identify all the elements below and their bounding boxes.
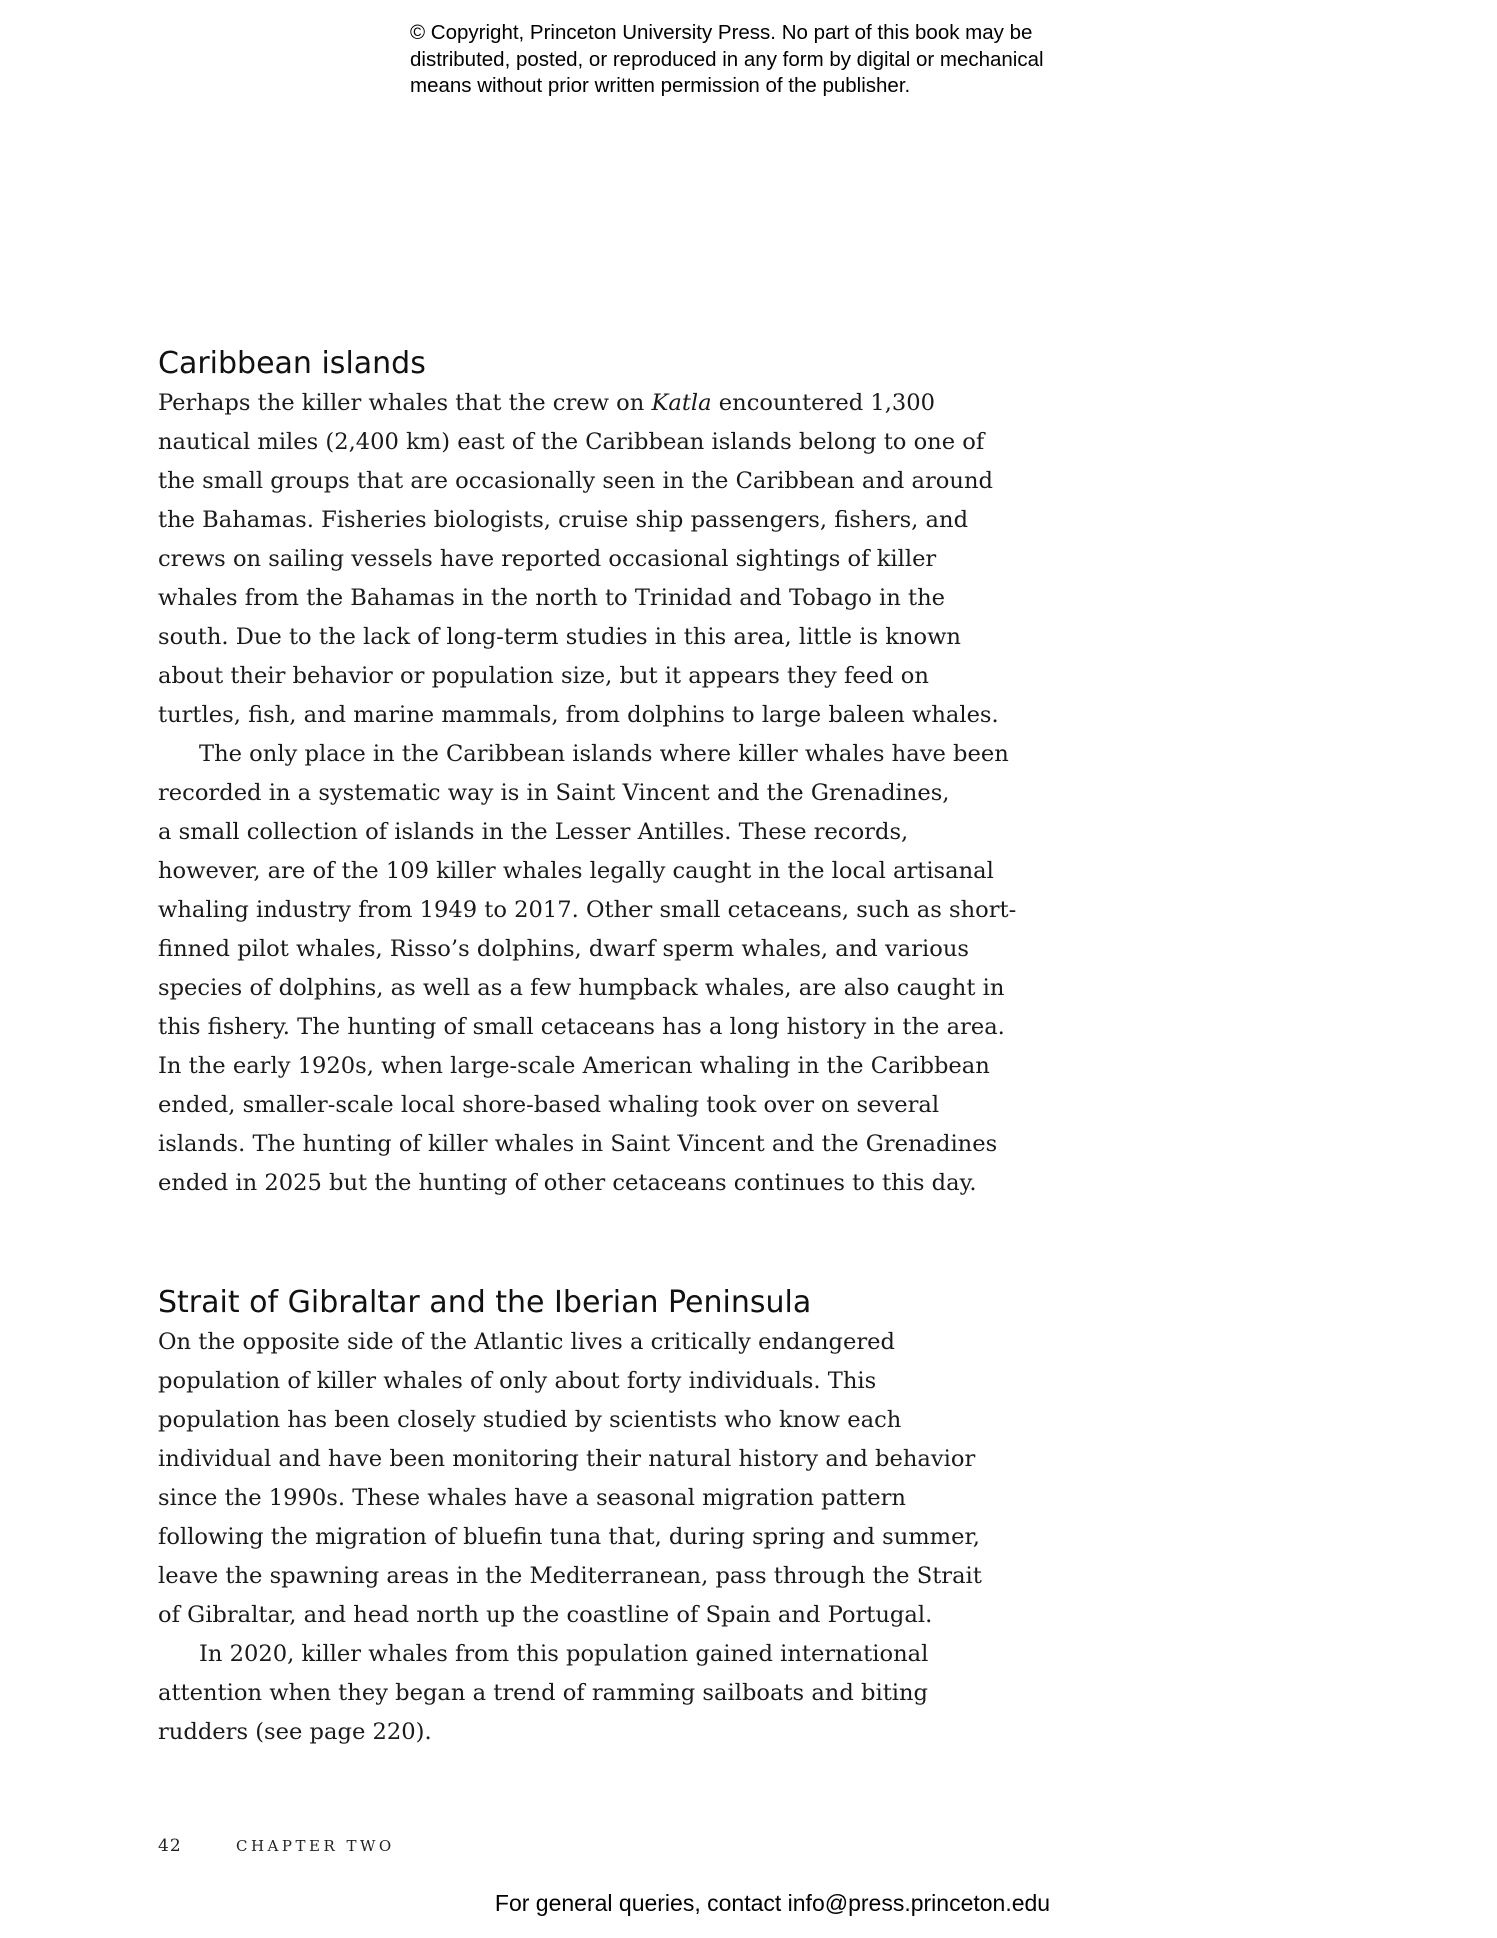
text-span: encountered 1,300	[711, 390, 936, 416]
paragraph	[158, 384, 1058, 735]
page-body	[158, 344, 1058, 1752]
text-line: whaling industry from 1949 to 2017. Other small cetaceans, such as short-	[158, 897, 1017, 923]
text-line: On the opposite side of the Atlantic lives a critically endangered	[158, 1329, 895, 1355]
text-line: population has been closely studied by scientists who know each	[158, 1407, 902, 1433]
text-line: leave the spawning areas in the Mediterranean, pass through the Strait	[158, 1563, 982, 1589]
copyright-notice	[410, 20, 1130, 100]
text-line: individual and have been monitoring their natural history and behavior	[158, 1446, 976, 1472]
vessel-name: Katla	[651, 390, 712, 416]
footer-text: For general queries, contact info@press.princeton.edu	[494, 1890, 1051, 1916]
section-heading: Strait of Gibraltar and the Iberian Peninsula	[158, 1285, 812, 1320]
text-line: rudders (see page 220).	[158, 1719, 432, 1745]
text-line: population of killer whales of only about forty individuals. This	[158, 1368, 877, 1394]
text-line: the Bahamas. Fisheries biologists, cruise ship passengers, fishers, and	[158, 507, 969, 533]
paragraph	[158, 1635, 1058, 1752]
section-caribbean-islands	[158, 344, 1058, 1203]
section-heading: Caribbean islands	[158, 346, 426, 381]
page-number: 42	[158, 1836, 182, 1856]
page-folio	[158, 1836, 395, 1856]
text-line: attention when they began a trend of ramming sailboats and biting	[158, 1680, 929, 1706]
text-line: of Gibraltar, and head north up the coastline of Spain and Portugal.	[158, 1602, 933, 1628]
text-line: since the 1990s. These whales have a seasonal migration pattern	[158, 1485, 906, 1511]
text-line: ended, smaller-scale local shore-based whaling took over on several	[158, 1092, 940, 1118]
text-line: about their behavior or population size, but it appears they feed on	[158, 663, 929, 689]
text-line: the small groups that are occasionally seen in the Caribbean and around	[158, 468, 993, 494]
footer-contact	[0, 1890, 1497, 1917]
copyright-line: © Copyright, Princeton University Press. No part of this book may be	[410, 21, 1033, 44]
text-line: In 2020, killer whales from this population gained international	[199, 1641, 929, 1667]
paragraph	[158, 735, 1058, 1203]
text-line: turtles, fish, and marine mammals, from dolphins to large baleen whales.	[158, 702, 999, 728]
text-line: species of dolphins, as well as a few humpback whales, are also caught in	[158, 975, 1005, 1001]
text-line: The only place in the Caribbean islands where killer whales have been	[199, 741, 1009, 767]
text-line: however, are of the 109 killer whales legally caught in the local artisanal	[158, 858, 994, 884]
text-line: a small collection of islands in the Lesser Antilles. These records,	[158, 819, 909, 845]
text-line: this fishery. The hunting of small cetaceans has a long history in the area.	[158, 1014, 1005, 1040]
text-line: recorded in a systematic way is in Saint Vincent and the Grenadines,	[158, 780, 950, 806]
copyright-line: distributed, posted, or reproduced in any form by digital or mechanical	[410, 47, 1044, 71]
running-head-chapter: CHAPTER TWO	[236, 1837, 395, 1855]
text-line: whales from the Bahamas in the north to Trinidad and Tobago in the	[158, 585, 946, 611]
text-line: south. Due to the lack of long-term studies in this area, little is known	[158, 624, 961, 650]
text-line: ended in 2025 but the hunting of other cetaceans continues to this day.	[158, 1170, 977, 1196]
text-span: Perhaps the killer whales that the crew on	[158, 390, 652, 416]
text-line: islands. The hunting of killer whales in Saint Vincent and the Grenadines	[158, 1131, 998, 1157]
paragraph	[158, 1323, 1058, 1635]
copyright-line: means without prior written permission of the publisher.	[410, 74, 911, 97]
text-line: nautical miles (2,400 km) east of the Caribbean islands belong to one of	[158, 429, 985, 455]
text-line: In the early 1920s, when large-scale American whaling in the Caribbean	[158, 1053, 990, 1079]
text-line: crews on sailing vessels have reported occasional sightings of killer	[158, 546, 937, 572]
text-line: finned pilot whales, Risso’s dolphins, dwarf sperm whales, and various	[158, 936, 969, 962]
text-line	[158, 384, 1058, 423]
text-line: following the migration of bluefin tuna that, during spring and summer,	[158, 1524, 980, 1550]
section-strait-of-gibraltar	[158, 1283, 1058, 1752]
